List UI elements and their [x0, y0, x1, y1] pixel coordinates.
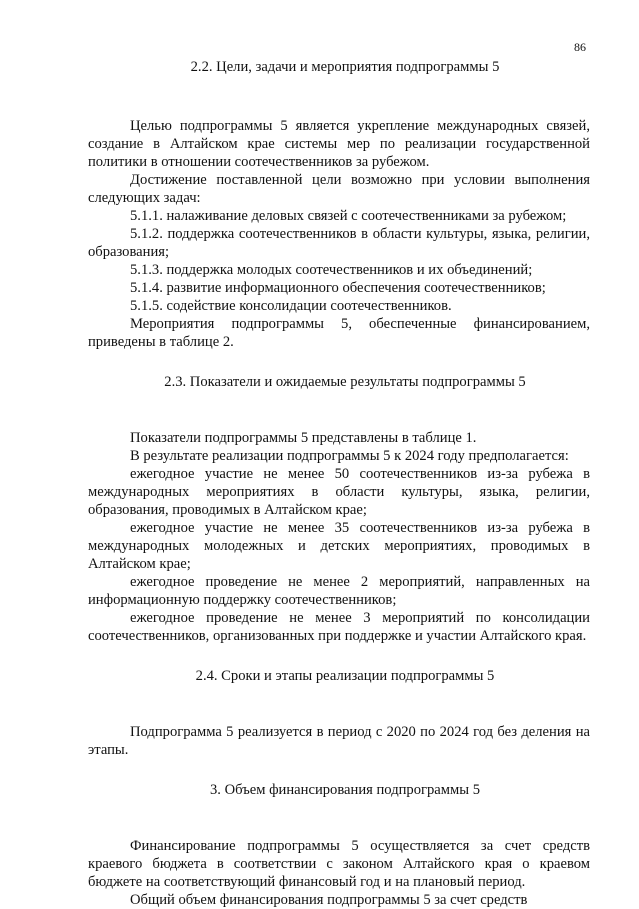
- paragraph: Финансирование подпрограммы 5 осуществляется за счет средств краевого бюджета в соответствии с законом Алтайского края о краевом бюджете на соответствующий финансовый год и на плановый период.: [88, 838, 590, 890]
- section-heading-2-2: 2.2. Цели, задачи и мероприятия подпрограммы 5: [190, 59, 500, 75]
- section-heading-2-4: 2.4. Сроки и этапы реализации подпрограммы 5: [195, 668, 495, 684]
- result-item: ежегодное участие не менее 35 соотечественников из-за рубежа в международных молодежных и детских мероприятиях, проводимых в Алтайском крае;: [88, 520, 590, 572]
- paragraph: Показатели подпрограммы 5 представлены в таблице 1.: [130, 430, 477, 446]
- result-item: ежегодное участие не менее 50 соотечественников из-за рубежа в международных мероприятиях в области культуры, языка, религии, образования, проводимых в Алтайском крае;: [88, 466, 590, 518]
- task-item: 5.1.2. поддержка соотечественников в области культуры, языка, религии, образования;: [88, 226, 590, 260]
- paragraph: Мероприятия подпрограммы 5, обеспеченные финансированием, приведены в таблице 2.: [88, 316, 590, 350]
- task-item: 5.1.1. налаживание деловых связей с соотечественниками за рубежом;: [130, 208, 567, 224]
- section-heading-2-3: 2.3. Показатели и ожидаемые результаты подпрограммы 5: [164, 374, 526, 390]
- result-item: ежегодное проведение не менее 3 мероприятий по консолидации соотечественников, организованных при поддержке и участии Алтайского края.: [88, 610, 590, 644]
- paragraph: Подпрограмма 5 реализуется в период с 2020 по 2024 год без деления на этапы.: [88, 724, 590, 758]
- task-item: 5.1.3. поддержка молодых соотечественников и их объединений;: [130, 262, 533, 278]
- task-item: 5.1.4. развитие информационного обеспечения соотечественников;: [130, 280, 546, 296]
- document-body: [88, 58, 590, 909]
- paragraph: Общий объем финансирования подпрограммы 5 за счет средств: [130, 892, 528, 908]
- paragraph: В результате реализации подпрограммы 5 к 2024 году предполагается:: [130, 448, 569, 464]
- section-heading-3: 3. Объем финансирования подпрограммы 5: [210, 782, 480, 798]
- paragraph: Достижение поставленной цели возможно при условии выполнения следующих задач:: [88, 172, 590, 206]
- page-number: 86: [574, 40, 586, 54]
- result-item: ежегодное проведение не менее 2 мероприятий, направленных на информационную поддержку соотечественников;: [88, 574, 590, 608]
- paragraph: Целью подпрограммы 5 является укрепление международных связей, создание в Алтайском крае системы мер по реализации государственной политики в отношении соотечественников за рубежом.: [88, 118, 590, 170]
- task-item: 5.1.5. содействие консолидации соотечественников.: [130, 298, 452, 314]
